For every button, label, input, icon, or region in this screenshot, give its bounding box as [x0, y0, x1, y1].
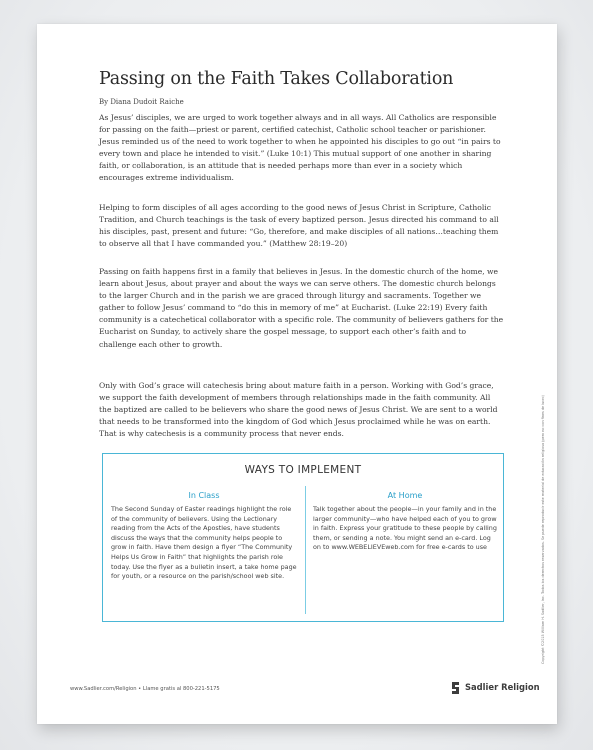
document-title: Passing on the Faith Takes Collaboration [99, 69, 454, 89]
paragraph-3: Passing on faith happens first in a family that believes in Jesus. In the domestic church of the home, we learn about Jesus, about prayer and about the ways we can serve others. The domestic church belongs to the larger Church and in the parish we are graced through liturgy and sacraments. Together we gather to follow Jesus’ command to “do this in memory of me” at Eucharist. (Luke 22:19) Every faith community is a catechetical collaborator with a specific role. The community of believers gathers for the Eucharist on Sunday, to actively share the gospel message, to support each other’s faith and to challenge each other to growth. [99, 267, 504, 349]
document-byline: By Diana Dudoit Raiche [99, 98, 184, 106]
paragraph-1: As Jesus’ disciples, we are urged to work together always and in all ways. All Catholics are responsible for passing on the faith—priest or parent, certified catechist, Catholic school teacher or parishioner. Jesus reminded us of the need to work together to when he appointed his disciples to go out “in pairs to every town and place he intended to visit.” (Luke 10:1) This mutual support of one another in sharing faith, or collaboration, is an attitude that is needed perhaps more than ever in a society which encourages extreme individualism. [99, 113, 501, 183]
document-sheet [37, 24, 557, 724]
in-class-text: The Second Sunday of Easter readings highlight the role of the community of believers. Using the Lectionary reading from the Acts of the Apostles, have students discuss the ways that the community helps people to grow in faith. Have them design a flyer “The Community Helps Us Grow in Faith” that highlights the parish role today. Use the flyer as a bulletin insert, a take home page for youth, or a resource on the parish/school web site. [111, 505, 297, 581]
sadlier-logo-icon [450, 680, 461, 694]
ways-to-implement-box [102, 453, 504, 622]
paragraph-4: Only with God’s grace will catechesis bring about mature faith in a person. Working with God’s grace, we support the faith development of members through relationships made in the faith community. All the baptized are called to be believers who share the good news of Jesus Christ. We are sent to a world that needs to be transformed into the kingdom of God which Jesus proclaimed while he was on earth. That is why catechesis is a community process that never ends. [99, 381, 498, 439]
at-home-text: Talk together about the people—in your family and in the larger community—who have helped each of you to grow in faith. Express your gratitude to these people by calling them, or sending a note. You might send an e-card. Log on to www.WEBELIEVEweb.com for free e-cards to use [313, 505, 497, 552]
footer-contact: www.Sadlier.com/Religion • Llame gratis al 800-221-5175 [70, 686, 220, 692]
paragraph-2: Helping to form disciples of all ages according to the good news of Jesus Christ in Scripture, Catholic Tradition, and Church teachings is the task of every baptized person. Jesus directed his command to all his disciples, past, present and future: “Go, therefore, and make disciples of all nations…teaching them to observe all that I have commanded you.” (Matthew 28:19–20) [99, 203, 499, 249]
at-home-heading: At Home [387, 491, 423, 500]
column-divider [305, 486, 306, 614]
brand-name: Sadlier Religion [465, 682, 540, 692]
sadlier-brand [450, 679, 540, 695]
in-class-heading: In Class [188, 491, 220, 500]
ways-to-implement-title: WAYS TO IMPLEMENT [244, 464, 362, 476]
copyright-notice: Copyright ©2015 William H. Sadlier, Inc. Todos los derechos reservados. Se puede reproducir este material de educación religiosa (pero no con fines de lucro) [541, 395, 545, 664]
